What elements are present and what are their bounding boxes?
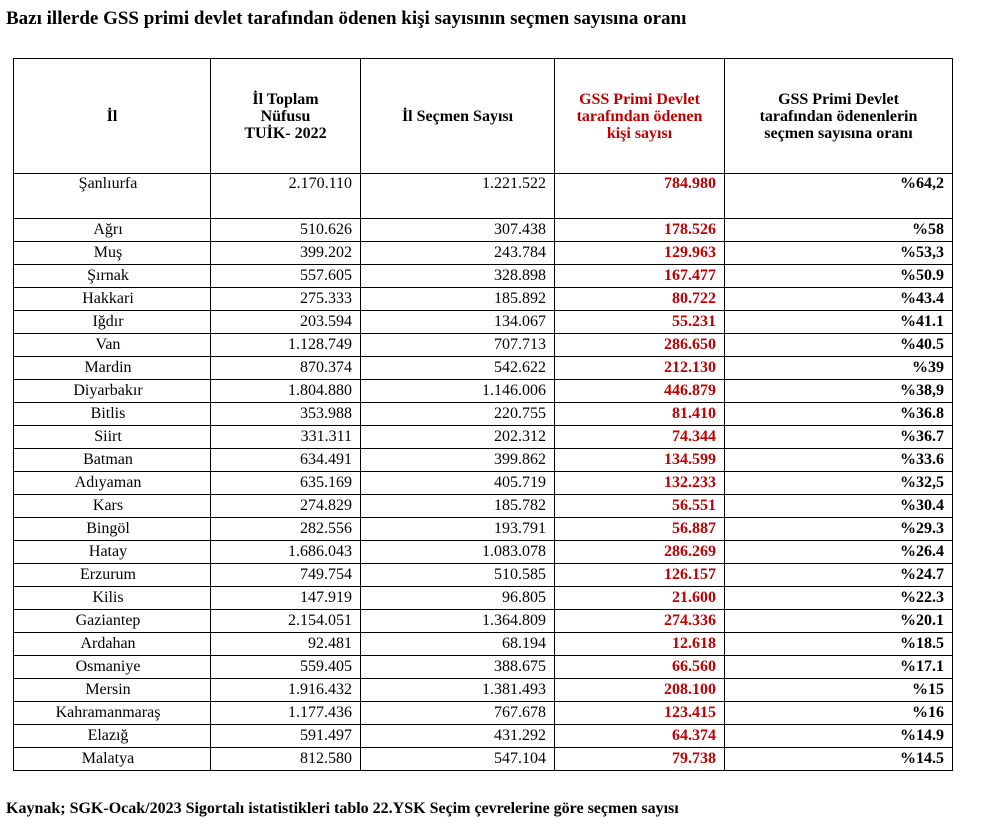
- cell-nufus: 282.556: [211, 518, 361, 541]
- cell-nufus: 2.170.110: [211, 174, 361, 219]
- cell-il: Mersin: [14, 679, 211, 702]
- cell-gss: 134.599: [555, 449, 725, 472]
- cell-secmen: 96.805: [361, 587, 555, 610]
- cell-oran: %16: [725, 702, 953, 725]
- cell-secmen: 185.782: [361, 495, 555, 518]
- cell-nufus: 557.605: [211, 265, 361, 288]
- cell-secmen: 1.221.522: [361, 174, 555, 219]
- cell-il: Ağrı: [14, 219, 211, 242]
- table-row: [14, 610, 953, 633]
- table-row: [14, 380, 953, 403]
- cell-secmen: 185.892: [361, 288, 555, 311]
- cell-oran: %20.1: [725, 610, 953, 633]
- cell-gss: 126.157: [555, 564, 725, 587]
- table-row: [14, 288, 953, 311]
- header-il: İl: [14, 59, 211, 174]
- table-row: [14, 265, 953, 288]
- cell-oran: %43.4: [725, 288, 953, 311]
- cell-gss: 129.963: [555, 242, 725, 265]
- cell-nufus: 749.754: [211, 564, 361, 587]
- cell-secmen: 1.083.078: [361, 541, 555, 564]
- cell-nufus: 812.580: [211, 748, 361, 771]
- table-row: [14, 403, 953, 426]
- cell-il: Kahramanmaraş: [14, 702, 211, 725]
- cell-oran: %58: [725, 219, 953, 242]
- cell-secmen: 68.194: [361, 633, 555, 656]
- cell-nufus: 353.988: [211, 403, 361, 426]
- cell-nufus: 399.202: [211, 242, 361, 265]
- cell-secmen: 202.312: [361, 426, 555, 449]
- header-gss: GSS Primi Devlet tarafından ödenen kişi sayısı: [555, 59, 725, 174]
- table-row: [14, 174, 953, 219]
- cell-oran: %50.9: [725, 265, 953, 288]
- cell-il: Batman: [14, 449, 211, 472]
- cell-nufus: 1.804.880: [211, 380, 361, 403]
- cell-nufus: 870.374: [211, 357, 361, 380]
- cell-secmen: 1.364.809: [361, 610, 555, 633]
- cell-gss: 80.722: [555, 288, 725, 311]
- table-row: [14, 219, 953, 242]
- cell-secmen: 767.678: [361, 702, 555, 725]
- cell-il: Kars: [14, 495, 211, 518]
- header-secmen: İl Seçmen Sayısı: [361, 59, 555, 174]
- cell-secmen: 542.622: [361, 357, 555, 380]
- cell-secmen: 1.381.493: [361, 679, 555, 702]
- cell-gss: 286.650: [555, 334, 725, 357]
- table-row: [14, 702, 953, 725]
- table-row: [14, 564, 953, 587]
- cell-gss: 208.100: [555, 679, 725, 702]
- cell-oran: %32,5: [725, 472, 953, 495]
- cell-gss: 123.415: [555, 702, 725, 725]
- cell-nufus: 331.311: [211, 426, 361, 449]
- table-row: [14, 334, 953, 357]
- cell-oran: %15: [725, 679, 953, 702]
- cell-secmen: 510.585: [361, 564, 555, 587]
- cell-il: Bingöl: [14, 518, 211, 541]
- table-row: [14, 633, 953, 656]
- cell-nufus: 635.169: [211, 472, 361, 495]
- cell-secmen: 243.784: [361, 242, 555, 265]
- cell-secmen: 388.675: [361, 656, 555, 679]
- cell-gss: 64.374: [555, 725, 725, 748]
- cell-nufus: 510.626: [211, 219, 361, 242]
- table-row: [14, 495, 953, 518]
- cell-gss: 446.879: [555, 380, 725, 403]
- cell-oran: %33.6: [725, 449, 953, 472]
- cell-gss: 167.477: [555, 265, 725, 288]
- cell-secmen: 405.719: [361, 472, 555, 495]
- table-row: [14, 357, 953, 380]
- cell-nufus: 2.154.051: [211, 610, 361, 633]
- cell-il: Diyarbakır: [14, 380, 211, 403]
- cell-oran: %36.8: [725, 403, 953, 426]
- cell-nufus: 203.594: [211, 311, 361, 334]
- cell-nufus: 275.333: [211, 288, 361, 311]
- cell-oran: %26.4: [725, 541, 953, 564]
- cell-nufus: 1.128.749: [211, 334, 361, 357]
- cell-il: Gaziantep: [14, 610, 211, 633]
- cell-gss: 66.560: [555, 656, 725, 679]
- table-row: [14, 679, 953, 702]
- cell-gss: 21.600: [555, 587, 725, 610]
- cell-il: Muş: [14, 242, 211, 265]
- table-header-row: [14, 59, 953, 174]
- cell-oran: %41.1: [725, 311, 953, 334]
- cell-secmen: 431.292: [361, 725, 555, 748]
- cell-gss: 81.410: [555, 403, 725, 426]
- cell-nufus: 274.829: [211, 495, 361, 518]
- table-row: [14, 449, 953, 472]
- cell-nufus: 634.491: [211, 449, 361, 472]
- cell-gss: 74.344: [555, 426, 725, 449]
- cell-nufus: 559.405: [211, 656, 361, 679]
- cell-il: Şırnak: [14, 265, 211, 288]
- cell-gss: 286.269: [555, 541, 725, 564]
- cell-secmen: 134.067: [361, 311, 555, 334]
- cell-secmen: 547.104: [361, 748, 555, 771]
- cell-oran: %14.9: [725, 725, 953, 748]
- table-row: [14, 518, 953, 541]
- cell-oran: %18.5: [725, 633, 953, 656]
- cell-il: Şanlıurfa: [14, 174, 211, 219]
- cell-il: Iğdır: [14, 311, 211, 334]
- cell-oran: %53,3: [725, 242, 953, 265]
- cell-il: Ardahan: [14, 633, 211, 656]
- cell-il: Malatya: [14, 748, 211, 771]
- cell-oran: %64,2: [725, 174, 953, 219]
- cell-secmen: 707.713: [361, 334, 555, 357]
- cell-gss: 132.233: [555, 472, 725, 495]
- cell-gss: 274.336: [555, 610, 725, 633]
- cell-il: Kilis: [14, 587, 211, 610]
- header-nufus: İl Toplam Nüfusu TUİK- 2022: [211, 59, 361, 174]
- cell-il: Osmaniye: [14, 656, 211, 679]
- table-row: [14, 242, 953, 265]
- cell-secmen: 193.791: [361, 518, 555, 541]
- cell-nufus: 1.916.432: [211, 679, 361, 702]
- cell-gss: 79.738: [555, 748, 725, 771]
- cell-il: Adıyaman: [14, 472, 211, 495]
- cell-secmen: 328.898: [361, 265, 555, 288]
- table-row: [14, 472, 953, 495]
- cell-il: Hatay: [14, 541, 211, 564]
- cell-nufus: 1.686.043: [211, 541, 361, 564]
- table-row: [14, 541, 953, 564]
- cell-nufus: 92.481: [211, 633, 361, 656]
- cell-il: Mardin: [14, 357, 211, 380]
- cell-il: Van: [14, 334, 211, 357]
- cell-gss: 55.231: [555, 311, 725, 334]
- cell-oran: %30.4: [725, 495, 953, 518]
- cell-il: Siirt: [14, 426, 211, 449]
- cell-il: Hakkari: [14, 288, 211, 311]
- cell-oran: %29.3: [725, 518, 953, 541]
- table-row: [14, 656, 953, 679]
- cell-oran: %22.3: [725, 587, 953, 610]
- cell-il: Bitlis: [14, 403, 211, 426]
- table-row: [14, 748, 953, 771]
- cell-gss: 56.887: [555, 518, 725, 541]
- cell-secmen: 399.862: [361, 449, 555, 472]
- cell-oran: %17.1: [725, 656, 953, 679]
- cell-gss: 178.526: [555, 219, 725, 242]
- table-row: [14, 311, 953, 334]
- header-oran: GSS Primi Devlet tarafından ödenenlerin seçmen sayısına oranı: [725, 59, 953, 174]
- cell-gss: 12.618: [555, 633, 725, 656]
- table-row: [14, 725, 953, 748]
- cell-il: Elazığ: [14, 725, 211, 748]
- cell-secmen: 307.438: [361, 219, 555, 242]
- cell-oran: %38,9: [725, 380, 953, 403]
- source-footnote: Kaynak; SGK-Ocak/2023 Sigortalı istatistikleri tablo 22.YSK Seçim çevrelerine göre seçmen sayısı: [6, 800, 679, 817]
- cell-secmen: 1.146.006: [361, 380, 555, 403]
- cell-il: Erzurum: [14, 564, 211, 587]
- cell-gss: 784.980: [555, 174, 725, 219]
- cell-oran: %40.5: [725, 334, 953, 357]
- cell-oran: %39: [725, 357, 953, 380]
- cell-gss: 56.551: [555, 495, 725, 518]
- cell-oran: %14.5: [725, 748, 953, 771]
- cell-nufus: 1.177.436: [211, 702, 361, 725]
- cell-nufus: 147.919: [211, 587, 361, 610]
- table-row: [14, 426, 953, 449]
- cell-gss: 212.130: [555, 357, 725, 380]
- gss-ratio-table: [13, 58, 953, 771]
- table-row: [14, 587, 953, 610]
- cell-oran: %36.7: [725, 426, 953, 449]
- cell-nufus: 591.497: [211, 725, 361, 748]
- cell-oran: %24.7: [725, 564, 953, 587]
- page-title: Bazı illerde GSS primi devlet tarafından ödenen kişi sayısının seçmen sayısına oranı: [6, 8, 687, 29]
- cell-secmen: 220.755: [361, 403, 555, 426]
